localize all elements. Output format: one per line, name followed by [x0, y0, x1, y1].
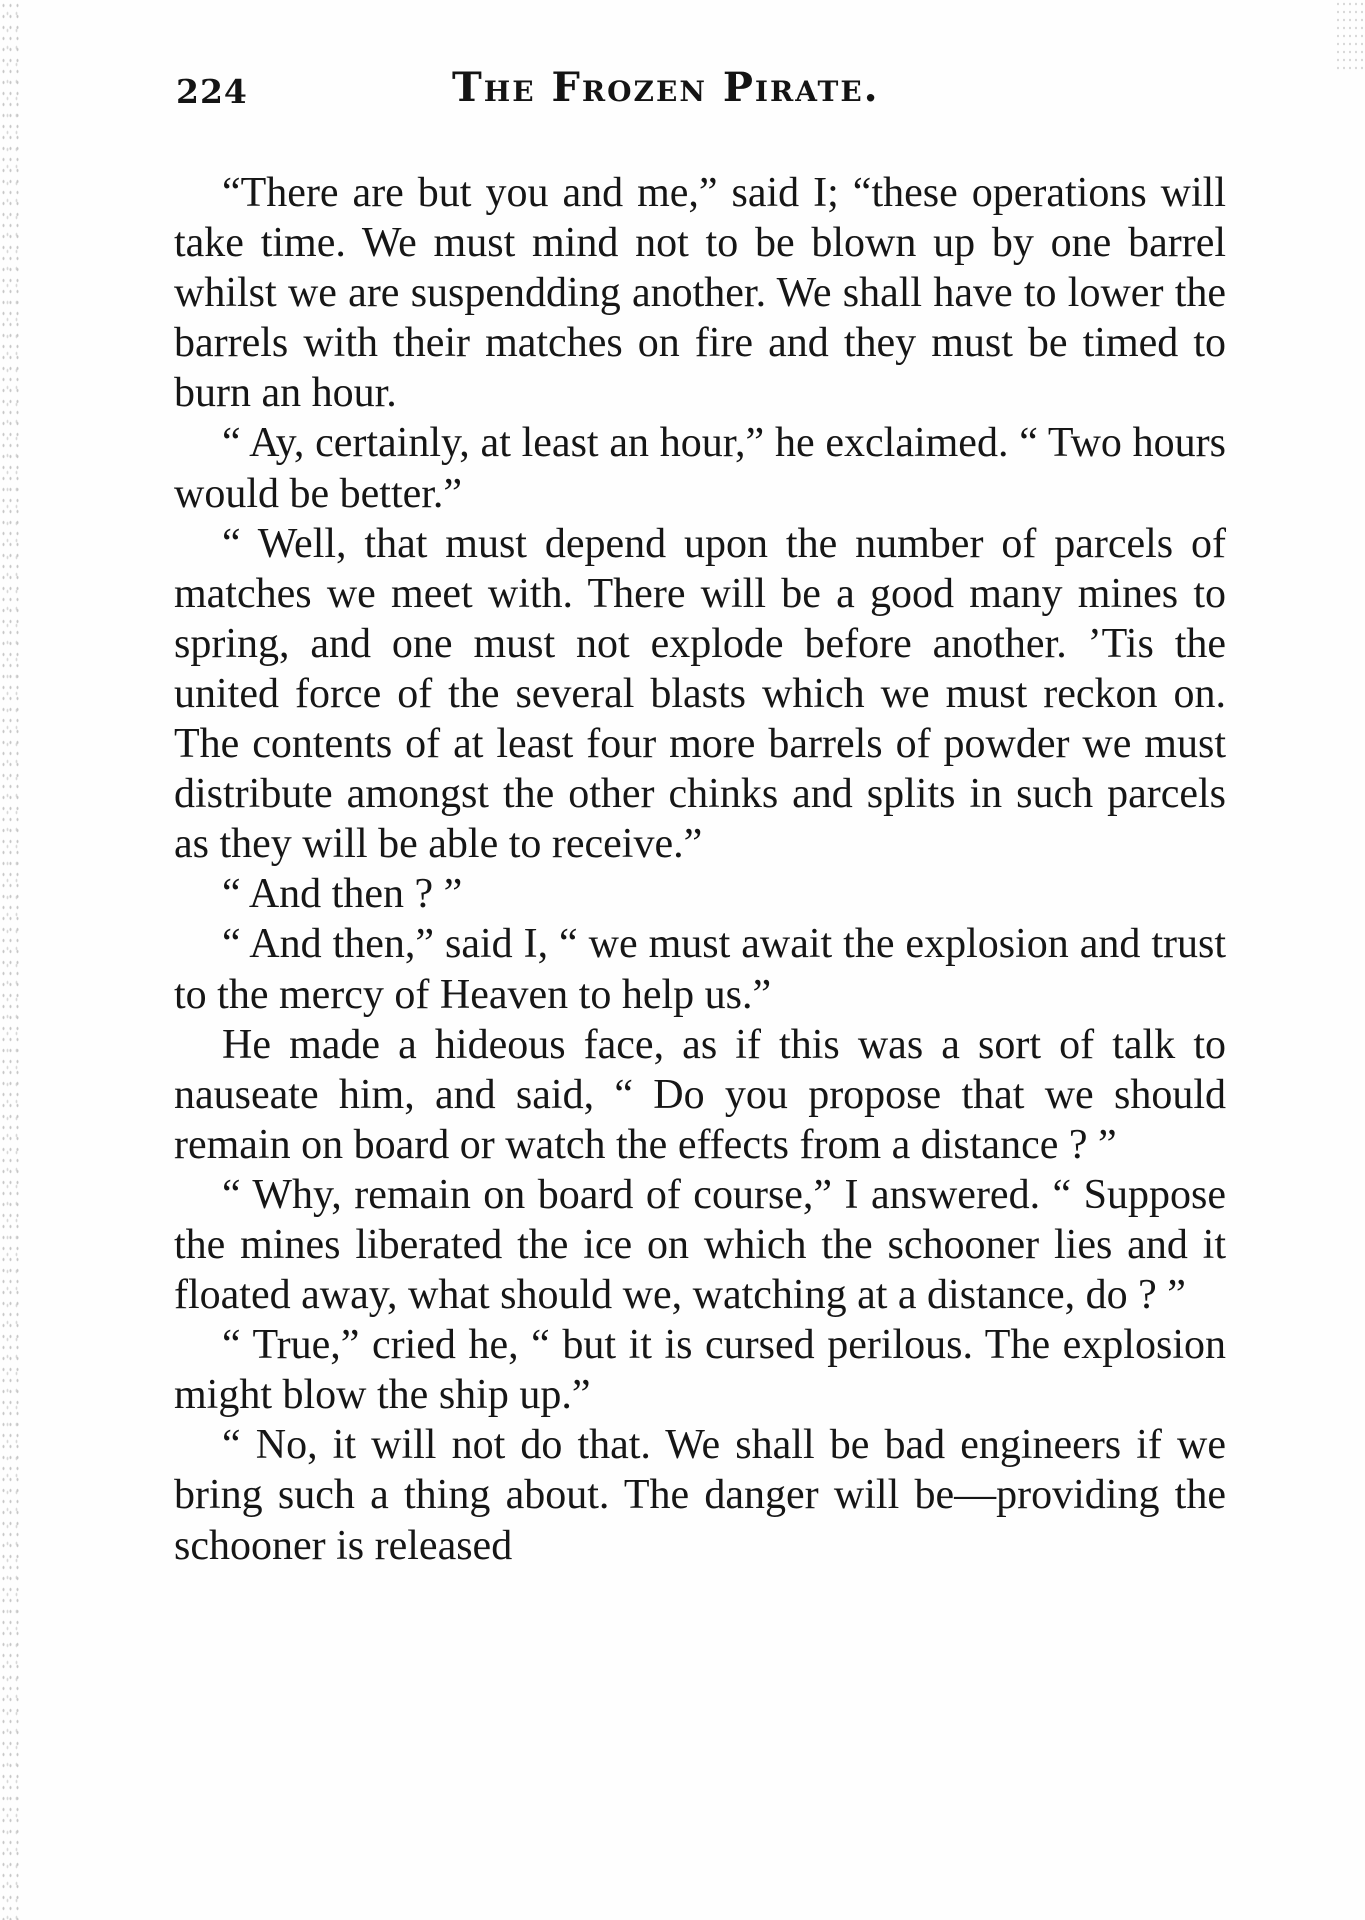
running-head: The Frozen Pirate.	[452, 64, 880, 111]
page-number: 224	[176, 72, 248, 111]
paragraph: “ True,” cried he, “ but it is cursed perilous. The explosion might blow the ship up.”	[174, 1322, 1226, 1419]
page-edge-speckles	[0, 0, 22, 1920]
corner-speckles	[1335, 0, 1365, 70]
paragraph: “ No, it will not do that. We shall be bad engineers if we bring such a thing about. The danger will be—providing the schooner is released	[174, 1422, 1226, 1569]
paragraph: “ Ay, certainly, at least an hour,” he exclaimed. “ Two hours would be better.”	[174, 420, 1226, 517]
paragraph: “ Why, remain on board of course,” I answered. “ Suppose the mines liberated the ice on which the schooner lies and it floated away, what should we, watching at a distance, do ? ”	[174, 1171, 1226, 1319]
page-header	[176, 64, 1236, 124]
body-text	[174, 168, 1226, 1571]
paragraph: “ And then,” said I, “ we must await the explosion and trust to the mercy of Heaven to help us.”	[174, 921, 1226, 1018]
paragraph: “ And then ? ”	[222, 871, 463, 918]
paragraph: He made a hideous face, as if this was a sort of talk to nauseate him, and said, “ Do you propose that we should remain on board or watch the effects from a distance ? ”	[174, 1021, 1226, 1168]
paragraph: “ Well, that must depend upon the number of parcels of matches we meet with. There will be a good many mines to spring, and one must not explode before another. ’Tis the united force of the several blasts which we must reckon on. The contents of at least four more barrels of powder we must distribute amongst the other chinks and splits in such parcels as they will be able to receive.”	[174, 520, 1226, 868]
paragraph: “There are but you and me,” said I; “these operations will take time. We must mind not to be blown up by one barrel whilst we are suspendding another. We shall have to lower the barrels with their matches on fire and they must be timed to burn an hour.	[174, 170, 1226, 417]
